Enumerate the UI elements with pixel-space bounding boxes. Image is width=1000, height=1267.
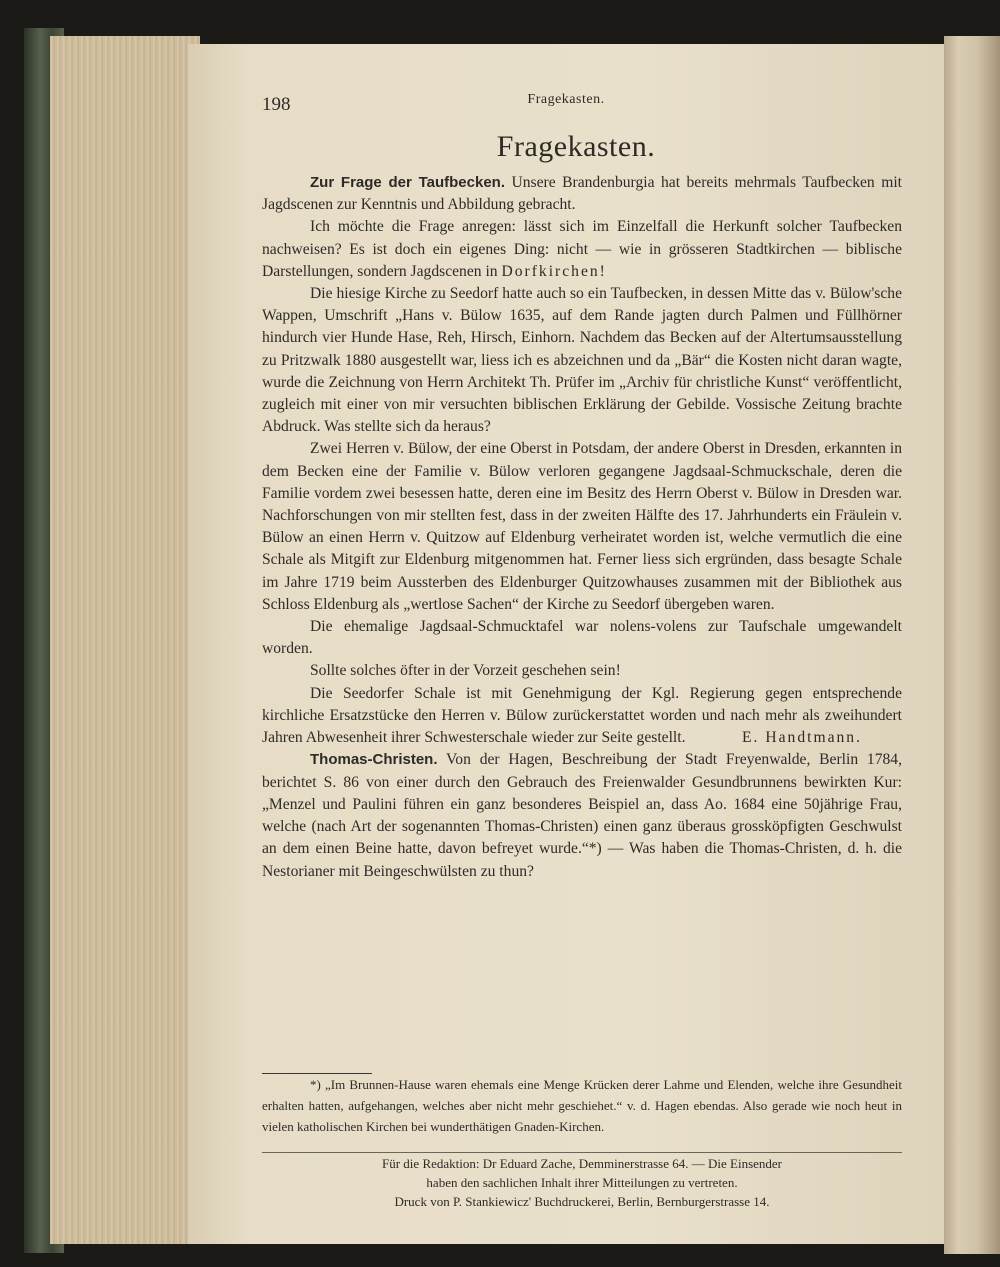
page-number: 198 bbox=[262, 94, 291, 115]
footnote bbox=[262, 1074, 902, 1137]
article1-paragraph-7: Die Seedorfer Schale ist mit Genehmigung der Kgl. Regierung gegen entsprechende kirchliche Ersatzstücke den Herren v. Bülow zurückerstattet worden und nach mehr als zweihundert Jahren Abwesenheit ihrer Schwesterschale wieder zur Seite gestellt. bbox=[262, 684, 902, 747]
article1-p2-spaced: Dorfkirchen! bbox=[501, 262, 607, 280]
article1-paragraph-3: Die hiesige Kirche zu Seedorf hatte auch so ein Taufbecken, in dessen Mitte das v. Bülow'sche Wappen, Umschrift „Hans v. Bülow 1635, auf dem Rande jagten durch Palmen und Füllhörner hindurch vier Hunde Hase, Reh, Hirsch, Einhorn. Nachdem das Becken auf der Altertumsausstellung zu Pritzwalk 1880 ausgestellt war, liess ich es abzeichnen und da „Bär“ die Kosten nicht daran wagte, wurde die Zeichnung von Herrn Architekt Th. Prüfer im „Archiv für christliche Kunst“ veröffentlicht, zugleich mit einer von mir versuchten biblischen Erklärung der Gebilde. Vossische Zeitung brachte Abdruck. Was stellte sich da heraus? bbox=[262, 285, 902, 436]
book-cover-right bbox=[944, 36, 1000, 1254]
article1-lead: Zur Frage der Taufbecken. bbox=[310, 174, 505, 191]
article1-paragraph-5: Die ehemalige Jagdsaal-Schmucktafel war nolens-volens zur Taufschale umgewandelt worden. bbox=[262, 618, 902, 658]
article1-paragraph-4: Zwei Herren v. Bülow, der eine Oberst in Potsdam, der andere Oberst in Dresden, erkannten in dem Becken eine der Familie v. Bülow verloren gegangene Jagdsaal-Schmuckschale, deren die Familie vordem zwei besessen hatte, deren eine im Besitz des Herrn Oberst v. Bülow in Dresden war. Nachforschungen von mir stellten fest, dass in der zweiten Hälfte des 17. Jahrhunderts ein Fräulein v. Bülow an einen Herrn v. Quitzow auf Eldenburg verheiratet worden ist, welche vermutlich die eine Schale als Mitgift zur Eldenburg mitgenommen hat. Ferner liess sich ergründen, dass besagte Schale im Jahre 1719 beim Aussterben des Eldenburger Quitzowhauses zusammen mit der Bibliothek aus Schloss Eldenburg als „wertlose Sachen“ der Kirche zu Seedorf übergeben waren. bbox=[262, 440, 902, 613]
article-body bbox=[262, 172, 902, 883]
article1-p1-text: Unsere Brandenburgia hat bereits mehrmals Taufbecken mit Jagdscenen zur Kenntnis und Abbildung gebracht. bbox=[262, 174, 903, 214]
running-head: Fragekasten. bbox=[527, 92, 605, 107]
article2-text: Von der Hagen, Beschreibung der Stadt Freyenwalde, Berlin 1784, berichtet S. 86 von einer durch den Gebrauch des Freienwalder Gesundbrunnens bewirkten Kur: „Menzel und Paulini führen ein ganz besonderes Beispiel an, dass Ao. 1684 eine 50jährige Frau, welche (nach Art der sogenannten Thomas-Christen) einen ganz überaus grossköpfigten Geschwulst an dem einen Beine hatte, davon befreyet wurde.“*) — Was haben die Thomas-Christen, d. h. die Nestorianer mit Beingeschwülsten zu thun? bbox=[262, 751, 902, 880]
imprint bbox=[262, 1154, 902, 1211]
article2-lead: Thomas-Christen. bbox=[310, 751, 438, 769]
imprint-rule bbox=[262, 1152, 902, 1153]
imprint-line-3: Druck von P. Stankiewicz' Buchdruckerei, Berlin, Bernburgerstrasse 14. bbox=[394, 1194, 770, 1209]
footnote-text: *) „Im Brunnen-Hause waren ehemals eine Menge Krücken derer Lahme und Elenden, welche ihre Gesundheit erhalten hatten, aufgehangen, welches aber nicht mehr geschiehet.“ v. d. Hagen ebendas. Also gerade wie noch heut in vielen katholischen Kirchen bei wunderthätigen Gnaden-Kirchen. bbox=[262, 1077, 902, 1134]
article1-paragraph-2 bbox=[262, 216, 902, 283]
imprint-line-1: Für die Redaktion: Dr Eduard Zache, Demminerstrasse 64. — Die Einsender bbox=[382, 1156, 782, 1171]
page-title: Fragekasten. bbox=[496, 130, 656, 163]
article1-paragraph-1 bbox=[262, 172, 902, 216]
article1-p2-text: Ich möchte die Frage anregen: lässt sich im Einzelfall die Herkunft solcher Taufbecken nachweisen? Es ist doch ein eigenes Ding: nicht — wie in grösseren Stadtkirchen — biblische Darstellungen, sondern Jagdscenen in bbox=[262, 218, 902, 280]
imprint-line-2: haben den sachlichen Inhalt ihrer Mitteilungen zu vertreten. bbox=[426, 1175, 738, 1190]
article1-signature: E. Handtmann. bbox=[742, 729, 862, 747]
book-page bbox=[188, 44, 944, 1244]
article1-paragraph-6: Sollte solches öfter in der Vorzeit geschehen sein! bbox=[310, 662, 621, 680]
page-edges bbox=[50, 36, 200, 1244]
article2-paragraph bbox=[262, 749, 902, 882]
